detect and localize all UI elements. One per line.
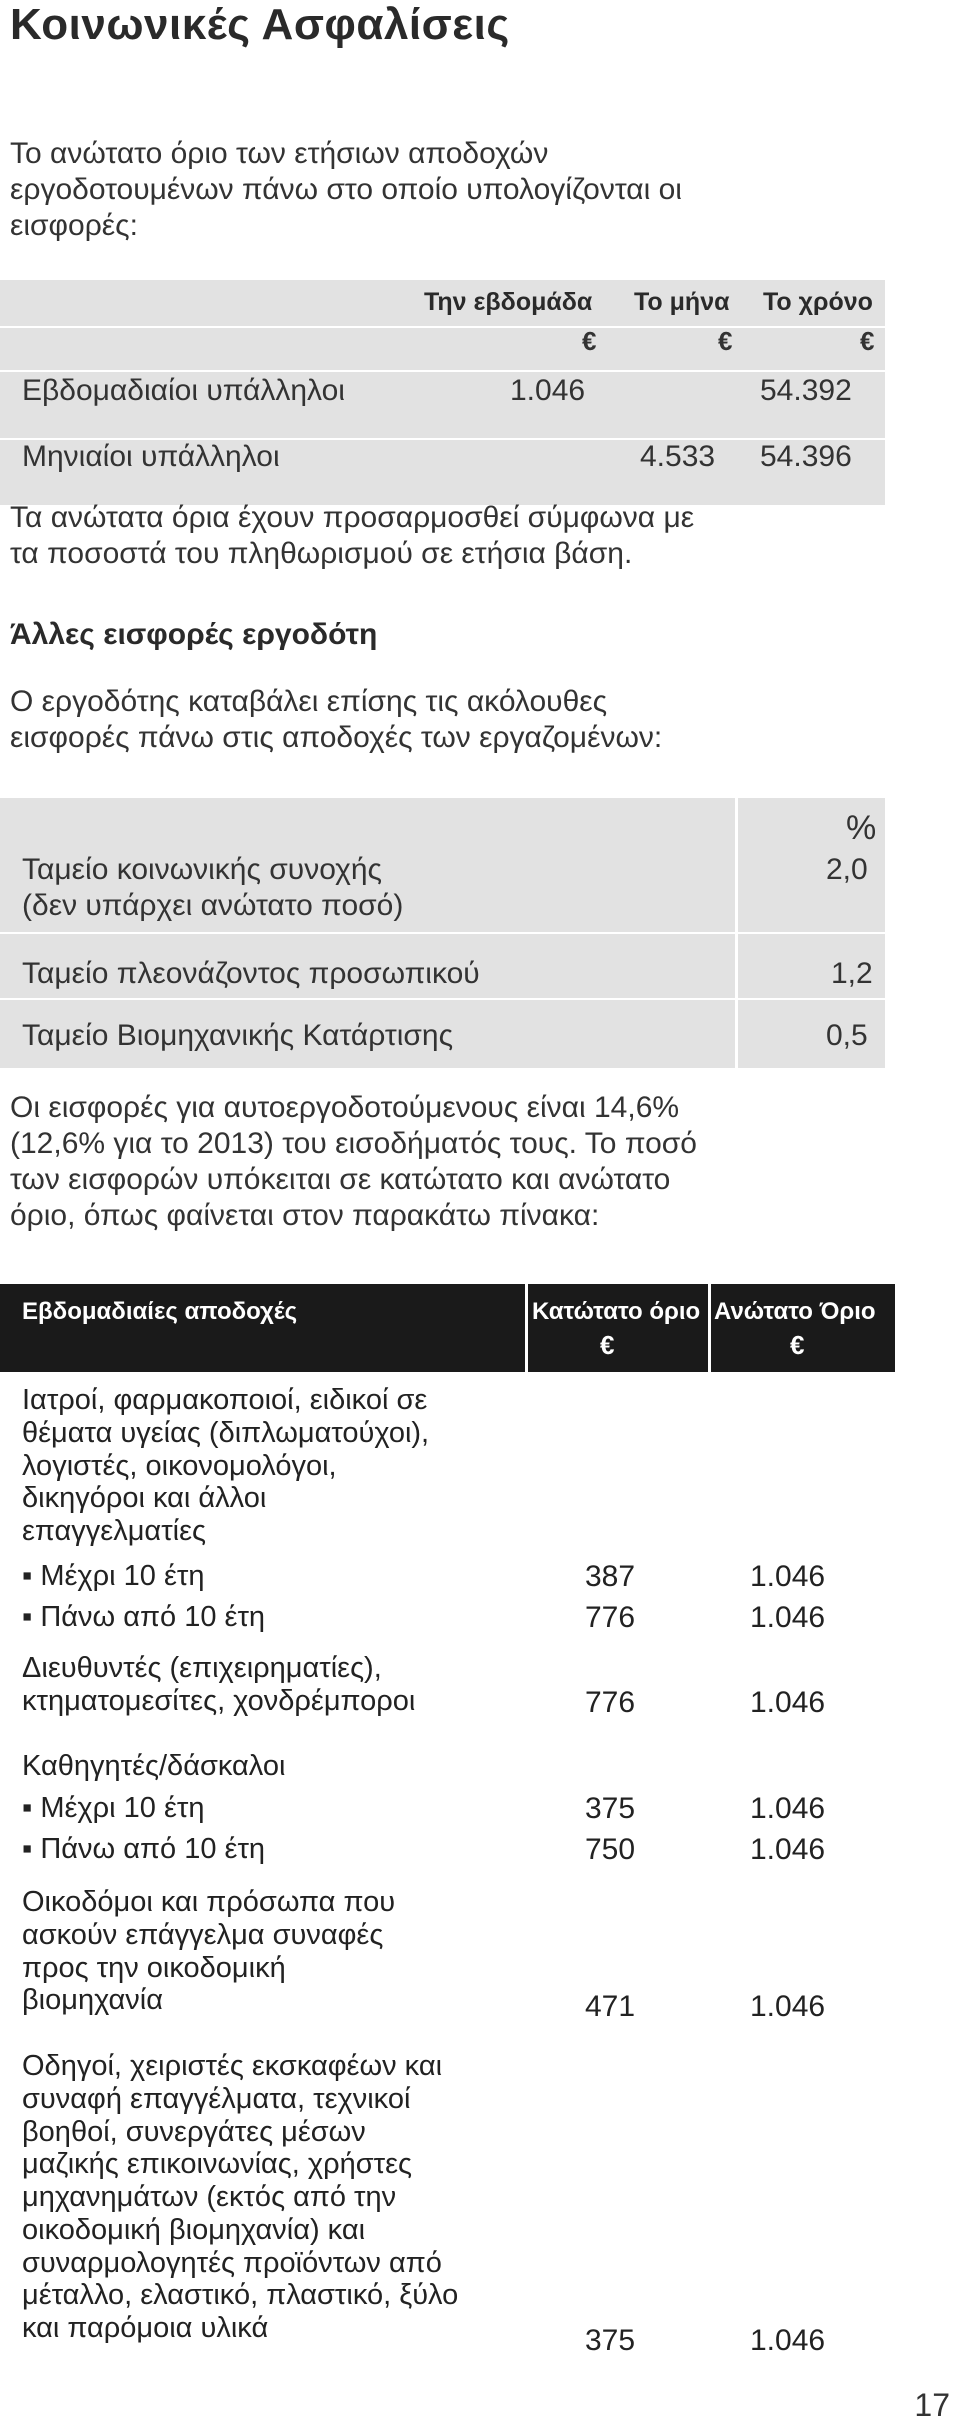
- minimum-value: 375: [585, 1792, 636, 1825]
- occupation-group-teachers: [22, 1750, 285, 1783]
- currency-year: €: [860, 326, 875, 356]
- intro-paragraph: [10, 136, 682, 244]
- text-line: Οδηγοί, χειριστές εκσκαφέων και: [22, 2050, 443, 2082]
- text-line: συναφή επαγγέλματα, τεχνικοί: [22, 2082, 411, 2115]
- list-item: ▪ Μέχρι 10 έτη: [22, 1792, 205, 1824]
- text-line: (δεν υπάρχει ανώτατο ποσό): [22, 889, 404, 922]
- text-line: τα ποσοστά του πληθωρισμού σε ετήσια βάση.: [10, 537, 633, 570]
- self-employed-table-header: [0, 1284, 895, 1372]
- maximum-value: 1.046: [750, 1560, 826, 1593]
- occupation-group-drivers: [22, 2050, 458, 2345]
- column-header-maximum: Ανώτατο Όριο: [714, 1298, 876, 1325]
- value-weekly-week: 1.046: [510, 374, 586, 407]
- list-item: ▪ Μέχρι 10 έτη: [22, 1560, 205, 1592]
- column-header-week: Την εβδομάδα: [424, 288, 593, 316]
- text-line: προς την οικοδομική: [22, 1951, 286, 1984]
- text-line: εισφορές:: [10, 209, 138, 242]
- page-title: Κοινωνικές Ασφαλίσεις: [10, 0, 510, 49]
- text-line: κτηματομεσίτες, χονδρέμποροι: [22, 1684, 416, 1717]
- row-label-monthly: Μηνιαίοι υπάλληλοι: [22, 440, 280, 473]
- text-line: Ταμείο πλεονάζοντος προσωπικού: [22, 957, 480, 990]
- row-label-weekly: Εβδομαδιαίοι υπάλληλοι: [22, 374, 345, 407]
- self-employed-paragraph: [10, 1090, 697, 1234]
- minimum-value: 750: [585, 1833, 636, 1866]
- column-divider: [525, 1284, 528, 1372]
- occupation-group-managers: [22, 1652, 415, 1718]
- column-header-month: Το μήνα: [634, 288, 730, 316]
- currency-month: €: [718, 326, 733, 356]
- value-monthly-year: 54.396: [760, 440, 852, 473]
- row-divider: [0, 998, 885, 1000]
- currency-week: €: [582, 326, 597, 356]
- text-line: Ιατροί, φαρμακοποιοί, ειδικοί σε: [22, 1384, 428, 1416]
- text-line: Ταμείο κοινωνικής συνοχής: [22, 853, 382, 886]
- value-weekly-year: 54.392: [760, 374, 852, 407]
- list-item: ▪ Πάνω από 10 έτη: [22, 1833, 266, 1865]
- text-line: βιομηχανία: [22, 1984, 164, 2017]
- text-line: μαζικής επικοινωνίας, χρήστες: [22, 2148, 412, 2181]
- column-divider: [708, 1284, 711, 1372]
- column-header-year: Το χρόνο: [763, 288, 873, 316]
- text-line: δικηγόροι και άλλοι: [22, 1482, 267, 1515]
- text-line: Τα ανώτατα όρια έχουν προσαρμοσθεί σύμφωνα με: [10, 501, 695, 534]
- text-line: Οι εισφορές για αυτοεργοδοτούμενους είναι 14,6%: [10, 1091, 680, 1124]
- text-line: Το ανώτατο όριο των ετήσιων αποδοχών: [10, 137, 549, 170]
- text-line: Διευθυντές (επιχειρηματίες),: [22, 1652, 382, 1684]
- text-line: Καθηγητές/δάσκαλοι: [22, 1750, 286, 1782]
- section-heading-other-contributions: Άλλες εισφορές εργοδότη: [10, 618, 378, 651]
- occupation-group-professionals: [22, 1384, 429, 1548]
- text-line: συναρμολογητές προϊόντων από: [22, 2246, 442, 2279]
- ceiling-table-header: [0, 280, 885, 326]
- text-line: οικοδομική βιομηχανία) και: [22, 2213, 366, 2246]
- text-line: μέταλλο, ελαστικό, πλαστικό, ξύλο: [22, 2279, 459, 2312]
- text-line: εργοδοτουμένων πάνω στο οποίο υπολογίζονται οι: [10, 173, 682, 206]
- contribution-row-value: 1,2: [831, 957, 873, 990]
- row-divider: [0, 326, 885, 328]
- text-line: Οικοδόμοι και πρόσωπα που: [22, 1886, 396, 1918]
- text-line: και παρόμοια υλικά: [22, 2312, 269, 2345]
- column-header-weekly-earnings: Εβδομαδιαίες αποδοχές: [22, 1298, 298, 1325]
- contribution-row-value: 0,5: [826, 1019, 868, 1052]
- column-header-minimum-unit: €: [600, 1330, 615, 1360]
- text-line: των εισφορών υπόκειται σε κατώτατο και ανώτατο: [10, 1163, 671, 1196]
- text-line: ασκούν επάγγελμα συναφές: [22, 1918, 384, 1951]
- column-header-minimum: Κατώτατο όριο: [532, 1298, 701, 1325]
- text-line: Ταμείο Βιομηχανικής Κατάρτισης: [22, 1019, 454, 1052]
- occupation-group-builders: [22, 1886, 395, 2017]
- other-contributions-paragraph: [10, 684, 662, 756]
- contribution-row-value: 2,0: [826, 853, 868, 886]
- list-item: ▪ Πάνω από 10 έτη: [22, 1601, 266, 1633]
- column-header-maximum-unit: €: [790, 1330, 805, 1360]
- contribution-row-label: [22, 1018, 453, 1054]
- text-line: λογιστές, οικονομολόγοι,: [22, 1449, 337, 1482]
- minimum-value: 387: [585, 1560, 636, 1593]
- text-line: βοηθοί, συνεργάτες μέσων: [22, 2115, 366, 2148]
- text-line: Ο εργοδότης καταβάλει επίσης τις ακόλουθες: [10, 685, 608, 718]
- minimum-value: 776: [585, 1601, 636, 1634]
- contribution-row-label: [22, 956, 480, 992]
- minimum-value: 776: [585, 1686, 636, 1719]
- minimum-value: 375: [585, 2324, 636, 2357]
- text-line: όριο, όπως φαίνεται στον παρακάτω πίνακα:: [10, 1199, 600, 1232]
- maximum-value: 1.046: [750, 1990, 826, 2023]
- maximum-value: 1.046: [750, 1792, 826, 1825]
- inflation-note: [10, 500, 694, 572]
- column-divider: [735, 798, 738, 1068]
- maximum-value: 1.046: [750, 1686, 826, 1719]
- text-line: εισφορές πάνω στις αποδοχές των εργαζομένων:: [10, 721, 663, 754]
- page-number: 17: [914, 2387, 950, 2423]
- text-line: μηχανημάτων (εκτός από την: [22, 2181, 397, 2214]
- text-line: θέματα υγείας (διπλωματούχοι),: [22, 1416, 430, 1449]
- minimum-value: 471: [585, 1990, 636, 2023]
- text-line: (12,6% για το 2013) του εισοδήματός τους. Το ποσό: [10, 1127, 697, 1160]
- text-line: επαγγελματίες: [22, 1515, 206, 1548]
- maximum-value: 1.046: [750, 2324, 826, 2357]
- maximum-value: 1.046: [750, 1833, 826, 1866]
- value-monthly-month: 4.533: [640, 440, 716, 473]
- percent-header: %: [846, 809, 877, 847]
- maximum-value: 1.046: [750, 1601, 826, 1634]
- row-divider: [0, 370, 885, 372]
- contribution-row-label: [22, 852, 403, 924]
- row-divider: [0, 932, 885, 934]
